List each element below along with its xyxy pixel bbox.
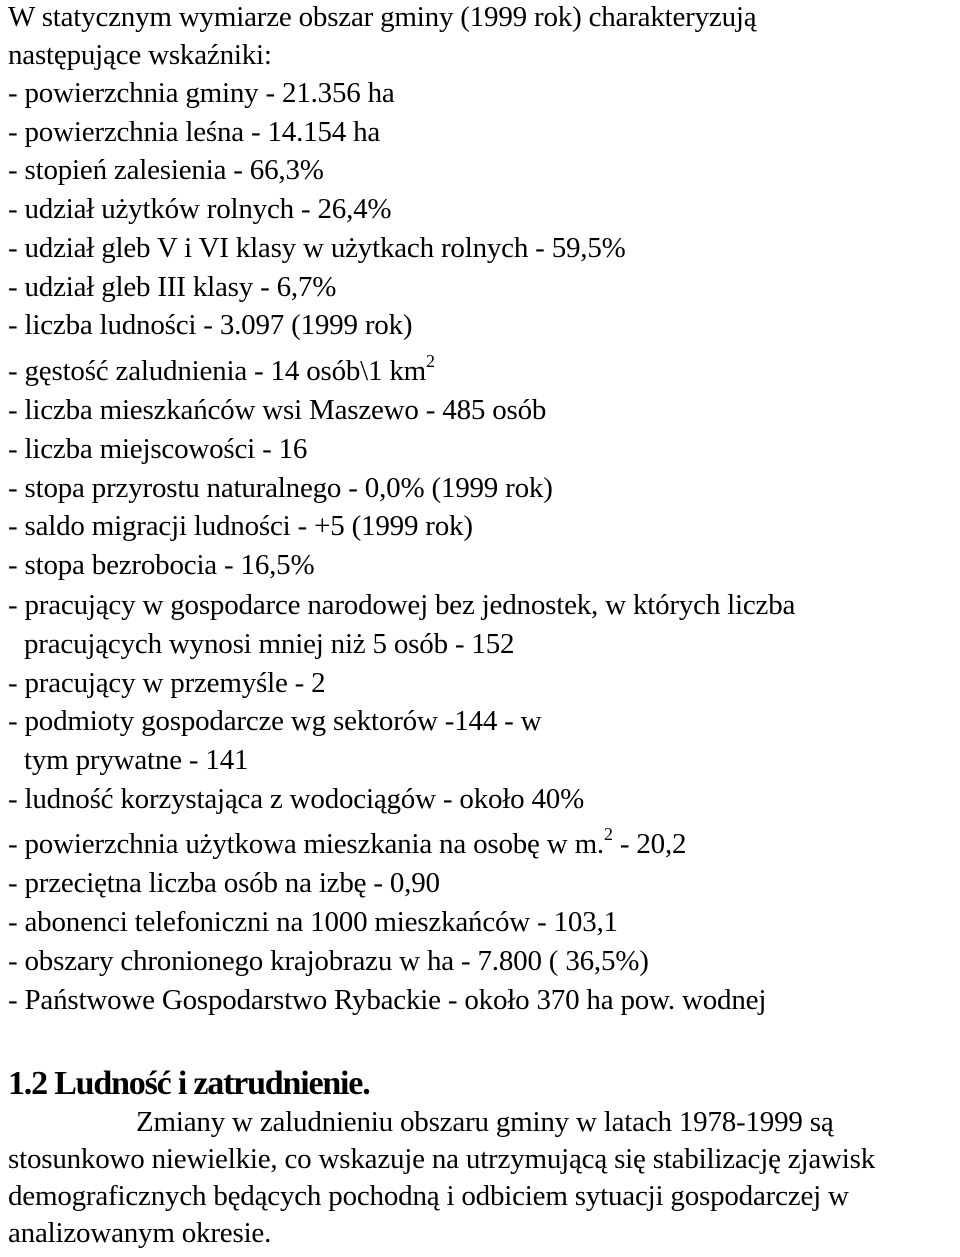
section-paragraph: [8, 1104, 960, 1252]
paragraph-line-4: analizowanym okresie.: [8, 1217, 272, 1249]
indicator-agricultural: - udział użytków rolnych - 26,4%: [8, 193, 392, 225]
paragraph-line-3: demograficznych będących pochodną i odbiciem sytuacji gospodarczej w: [8, 1180, 849, 1212]
indicator-soil-v-vi: - udział gleb V i VI klasy w użytkach rolnych - 59,5%: [8, 232, 626, 264]
intro-line-2: następujące wskaźniki:: [8, 39, 272, 71]
indicator-natural-growth: - stopa przyrostu naturalnego - 0,0% (1999 rok): [8, 472, 553, 504]
indicator-density: [8, 351, 435, 388]
indicator-forestation: - stopień zalesienia - 66,3%: [8, 154, 324, 186]
living-area-text: - powierzchnia użytkowa mieszkania na osobę w m.: [8, 828, 604, 860]
paragraph-line-1: Zmiany w zaludnieniu obszaru gminy w latach 1978-1999 są: [136, 1106, 834, 1138]
living-area-superscript: 2: [603, 824, 613, 844]
indicator-water-supply: - ludność korzystająca z wodociągów - około 40%: [8, 783, 585, 815]
indicator-unemployment: - stopa bezrobocia - 16,5%: [8, 549, 315, 581]
indicator-businesses: - podmioty gospodarcze wg sektorów -144 - w: [8, 705, 542, 737]
section-heading: 1.2 Ludność i zatrudnienie.: [8, 1065, 370, 1102]
indicator-population: - liczba ludności - 3.097 (1999 rok): [8, 309, 413, 341]
indicator-soil-iii: - udział gleb III klasy - 6,7%: [8, 271, 337, 303]
density-text: - gęstość zaludnienia - 14 osób\1 km: [8, 355, 427, 387]
indicator-telephone: - abonenci telefoniczni na 1000 mieszkańców - 103,1: [8, 906, 618, 938]
intro-line-1: W statycznym wymiarze obszar gminy (1999 rok) charakteryzują: [8, 1, 757, 33]
indicator-area: - powierzchnia gminy - 21.356 ha: [8, 77, 395, 109]
indicator-persons-per-room: - przeciętna liczba osób na izbę - 0,90: [8, 867, 440, 899]
indicator-living-area: [8, 824, 687, 861]
density-superscript: 2: [426, 351, 435, 371]
indicator-forest-area: - powierzchnia leśna - 14.154 ha: [8, 116, 381, 148]
indicator-employed: - pracujący w gospodarce narodowej bez jednostek, w których liczba: [8, 589, 796, 621]
paragraph-line-2: stosunkowo niewielkie, co wskazuje na utrzymującą się stabilizację zjawisk: [8, 1143, 875, 1175]
indicator-businesses-cont: tym prywatne - 141: [24, 744, 249, 776]
indicator-maszewo: - liczba mieszkańców wsi Maszewo - 485 osób: [8, 394, 547, 426]
living-area-value: - 20,2: [612, 828, 687, 860]
indicator-protected-landscape: - obszary chronionego krajobrazu w ha - 7.800 ( 36,5%): [8, 945, 649, 977]
indicator-fishery: - Państwowe Gospodarstwo Rybackie - około 370 ha pow. wodnej: [8, 984, 767, 1016]
indicator-industry: - pracujący w przemyśle - 2: [8, 667, 326, 699]
indicator-localities: - liczba miejscowości - 16: [8, 433, 308, 465]
indicator-employed-cont: pracujących wynosi mniej niż 5 osób - 152: [24, 628, 515, 660]
indicator-migration: - saldo migracji ludności - +5 (1999 rok): [8, 510, 473, 542]
